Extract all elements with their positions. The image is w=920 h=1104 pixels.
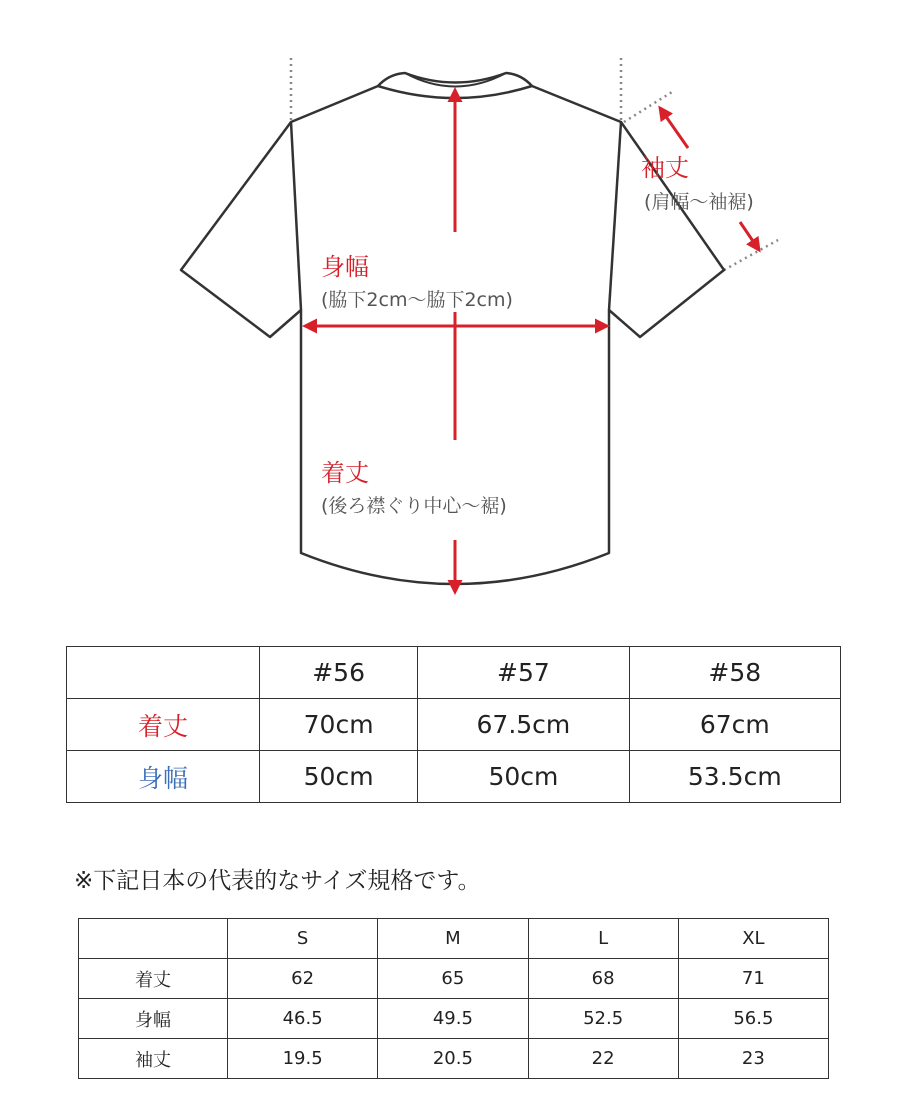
standard-size-table [78, 918, 829, 1079]
table-row [67, 699, 841, 751]
table-header-cell: M [378, 919, 528, 959]
table-cell: 65 [378, 959, 528, 999]
table-cell: 22 [528, 1039, 678, 1079]
row-label-length: 着丈 [67, 699, 260, 751]
product-size-table [66, 646, 841, 803]
table-cell: 20.5 [378, 1039, 528, 1079]
width-label: 身幅 [321, 253, 369, 281]
length-sub-label: (後ろ襟ぐり中心～裾) [321, 495, 507, 517]
sleeve-label: 袖丈 [641, 154, 689, 182]
length-label: 着丈 [321, 459, 369, 487]
collar-inner [405, 73, 506, 87]
table-cell: 67.5cm [418, 699, 629, 751]
row-label: 袖丈 [79, 1039, 228, 1079]
table-header-row [79, 919, 829, 959]
row-label: 着丈 [79, 959, 228, 999]
table-header-cell [67, 647, 260, 699]
table-row [79, 1039, 829, 1079]
table-cell: 56.5 [678, 999, 828, 1039]
guide-line-cuff [724, 240, 778, 270]
table-header-cell: #56 [260, 647, 418, 699]
width-sub-label: (脇下2cm～脇下2cm) [321, 289, 513, 311]
table-header-cell: #57 [418, 647, 629, 699]
size-standard-note: ※下記日本の代表的なサイズ規格です。 [74, 868, 481, 894]
table-row [79, 959, 829, 999]
table-cell: 50cm [418, 751, 629, 803]
table-cell: 67cm [629, 699, 840, 751]
table-cell: 46.5 [228, 999, 378, 1039]
table-cell: 53.5cm [629, 751, 840, 803]
table-header-cell [79, 919, 228, 959]
sleeve-arrow-top [660, 108, 688, 148]
table-cell: 71 [678, 959, 828, 999]
table-header-cell: #58 [629, 647, 840, 699]
table-header-row [67, 647, 841, 699]
table-row [79, 999, 829, 1039]
table-cell: 70cm [260, 699, 418, 751]
sleeve-arrow-bottom [740, 222, 759, 250]
guide-line-shoulder [624, 92, 672, 122]
table-header-cell: L [528, 919, 678, 959]
sleeve-sub-label: (肩幅～袖裾) [644, 191, 754, 213]
table-cell: 23 [678, 1039, 828, 1079]
table-cell: 19.5 [228, 1039, 378, 1079]
table-cell: 68 [528, 959, 678, 999]
collar [378, 73, 532, 86]
table-cell: 50cm [260, 751, 418, 803]
table-row [67, 751, 841, 803]
row-label-width: 身幅 [67, 751, 260, 803]
row-label: 身幅 [79, 999, 228, 1039]
table-header-cell: XL [678, 919, 828, 959]
table-cell: 52.5 [528, 999, 678, 1039]
table-header-cell: S [228, 919, 378, 959]
table-cell: 49.5 [378, 999, 528, 1039]
table-cell: 62 [228, 959, 378, 999]
